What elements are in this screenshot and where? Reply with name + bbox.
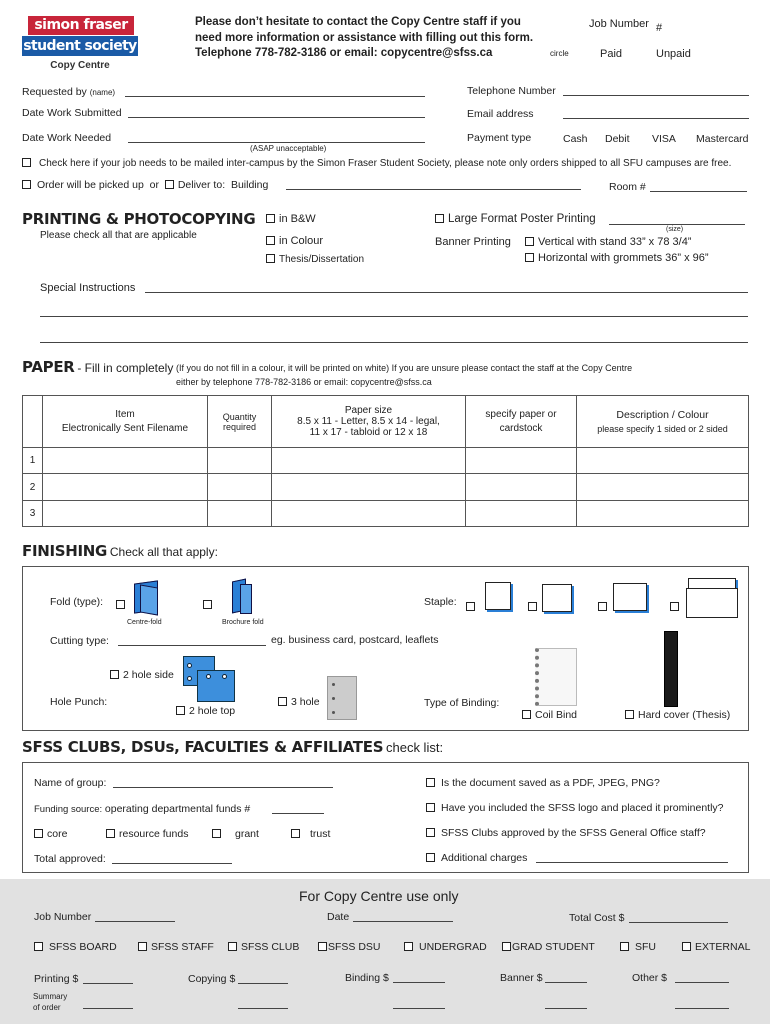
room-label: Room # [609,181,646,193]
desc-cell[interactable] [577,448,749,474]
total-label: Total approved: [34,853,106,865]
vertical-checkbox[interactable] [525,237,534,246]
footer-date-field[interactable] [353,921,453,922]
horizontal-checkbox[interactable] [525,253,534,262]
two-hole-side-checkbox[interactable] [110,670,119,679]
table-row [23,501,749,527]
footer-job-field[interactable] [95,921,175,922]
group-label: Name of group: [34,777,107,789]
colour-option [266,235,323,247]
building-text: Building [230,179,269,191]
deliver-text: Deliver to: [177,179,226,191]
horizontal-option [525,252,709,264]
brochure-fold-checkbox[interactable] [203,600,212,609]
cat-sfu [620,941,656,953]
cat-external-text: EXTERNAL [695,941,751,953]
cat-sfss-club-checkbox[interactable] [228,942,237,951]
staple-top-icon [542,584,572,612]
paper-fill: - Fill in completely [77,361,174,375]
item-header-1: Item [115,409,135,420]
core-checkbox[interactable] [34,829,43,838]
summary-label [33,991,67,1013]
paper-heading [22,358,173,376]
two-hole-top-option [176,705,235,717]
cat-external-checkbox[interactable] [682,942,691,951]
requested-by-field[interactable] [125,96,425,97]
three-hole-text: 3 hole [291,696,320,708]
cutting-example: eg. business card, postcard, leaflets [271,634,439,646]
desc-cell[interactable] [577,474,749,501]
footer-job-label: Job Number [34,911,92,923]
special-field-2[interactable] [40,316,748,317]
size-cell[interactable] [272,474,466,501]
special-label: Special Instructions [40,282,136,294]
q2-text: Have you included the SFSS logo and placed it prominently? [441,802,724,814]
size-header-3: 11 x 17 - tabloid or 12 x 18 [309,427,428,438]
centre-fold-label: Centre-fold [127,619,162,626]
unpaid-option[interactable]: Unpaid [656,48,691,60]
cat-external [682,941,750,953]
summary-field-5[interactable] [675,1008,729,1009]
summary-field-3[interactable] [393,1008,445,1009]
staple-corner-checkbox[interactable] [466,602,475,611]
resource-checkbox[interactable] [106,829,115,838]
colour-checkbox[interactable] [266,236,275,245]
qty-header [208,396,272,448]
or-text: or [149,179,159,191]
q4-option [426,852,527,864]
core-text: core [47,828,68,840]
room-field[interactable] [650,191,747,192]
banner-cost-label: Banner $ [500,972,543,984]
row-number: 2 [23,474,43,501]
group-field[interactable] [113,787,333,788]
qty-cell[interactable] [208,501,272,527]
paper-note-1: (If you do not fill in a colour, it will be printed on white) If you are unsure please contact the staff at the Copy Centre [176,363,633,373]
payment-mastercard[interactable]: Mastercard [696,133,749,145]
footer-total-field[interactable] [629,922,728,923]
coil-text: Coil Bind [535,709,578,721]
pickup-text: Order will be picked up [37,179,144,191]
job-number-hash: # [656,22,663,34]
logo-line2: student society [23,38,137,54]
bw-checkbox[interactable] [266,214,275,223]
booklet-open-icon [686,588,738,618]
two-hole-top-checkbox[interactable] [176,706,185,715]
centre-fold-icon-back [140,584,158,615]
size-cell[interactable] [272,448,466,474]
cat-sfss-dsu-text: SFSS DSU [328,941,381,953]
coil-checkbox[interactable] [522,710,531,719]
special-field-3[interactable] [40,342,748,343]
payment-cash[interactable]: Cash [563,133,588,145]
clubs-heading [22,738,443,756]
hard-text: Hard cover (Thesis) [638,709,731,721]
cutting-label: Cutting type: [50,635,109,647]
requested-by-hint: (name) [89,88,116,97]
vertical-option [525,236,691,248]
hard-checkbox[interactable] [625,710,634,719]
item-cell[interactable] [43,474,208,501]
footer-total-label: Total Cost $ [569,912,625,924]
binding-label: Type of Binding: [424,697,500,709]
q2-option [426,802,724,814]
footer-title: For Copy Centre use only [299,888,459,904]
other-cost-label: Other $ [632,972,668,984]
cat-undergrad-checkbox[interactable] [404,942,413,951]
logo-sub: Copy Centre [50,60,110,71]
printing-title: PRINTING & PHOTOCOPYING [22,210,256,228]
finishing-sub: Check all that apply: [109,545,218,559]
thesis-option [266,254,364,265]
staple-label: Staple: [424,596,457,608]
resource-option [106,828,188,840]
cat-sfu-checkbox[interactable] [620,942,629,951]
printing-cost-field[interactable] [83,983,133,984]
contact-line-1: Please don’t hesitate to contact the Copy Centre staff if you [195,16,521,28]
trust-option [291,828,330,840]
large-format-text: Large Format Poster Printing [448,213,596,225]
q2-checkbox[interactable] [426,803,435,812]
item-header [43,396,208,448]
summary-field-1[interactable] [83,1008,133,1009]
additional-charges-field[interactable] [536,862,728,863]
two-hole-top-icon [197,670,235,702]
spec-cell[interactable] [466,448,577,474]
date-needed-field[interactable] [128,142,425,143]
email-label: Email address [467,108,534,120]
hard-option [625,709,730,721]
telephone-label: Telephone Number [467,85,556,97]
q4-checkbox[interactable] [426,853,435,862]
spec-header [466,396,577,448]
mail-text: Check here if your job needs to be mailed inter-campus by the Simon Fraser Student Society, please note only orders shipped to all SFU campuses are free. [39,158,732,169]
paid-option[interactable]: Paid [600,48,623,60]
staple-side-checkbox[interactable] [598,602,607,611]
funding-label: Funding source: [34,804,103,815]
trust-text: trust [310,828,331,840]
pickup-row [22,179,268,191]
q3-checkbox[interactable] [426,828,435,837]
requested-by-label [22,86,115,98]
item-header-2: Electronically Sent Filename [61,423,189,434]
size-field[interactable] [609,224,745,225]
trust-checkbox[interactable] [291,829,300,838]
grant-checkbox[interactable] [212,829,221,838]
three-hole-checkbox[interactable] [278,697,287,706]
date-needed-label: Date Work Needed [22,132,112,144]
finishing-title: FINISHING [22,542,108,560]
resource-text: resource funds [119,828,189,840]
desc-cell[interactable] [577,501,749,527]
contact-line-3: Telephone 778-782-3186 or email: copycentre@sfss.ca [195,47,493,59]
colour-text: in Colour [279,235,324,247]
desc-header [577,396,749,448]
cat-sfss-club-text: SFSS CLUB [241,941,300,953]
summary-field-4[interactable] [545,1008,587,1009]
item-cell[interactable] [43,448,208,474]
cat-sfss-board-checkbox[interactable] [34,942,43,951]
q3-option [426,827,706,839]
special-field-1[interactable] [145,292,748,293]
cat-sfss-board [34,941,117,953]
cat-grad-student [502,941,595,953]
cat-undergrad-text: UNDERGRAD [419,941,487,953]
sfss-logo [22,16,138,74]
funding-row [34,803,250,815]
coil-bind-icon [535,648,577,706]
qty-header-2: required [222,421,257,432]
payment-visa[interactable]: VISA [652,133,676,145]
printing-cost-label: Printing $ [34,973,79,985]
job-number-label: Job Number [589,18,649,30]
three-hole-option [278,696,320,708]
q1-option [426,777,660,789]
pickup-checkbox[interactable] [22,180,31,189]
size-hint: (size) [666,226,684,233]
binding-cost-field[interactable] [393,982,445,983]
table-row [23,474,749,501]
date-submitted-field[interactable] [128,117,425,118]
cat-grad-student-checkbox[interactable] [502,942,511,951]
logo-line1: simon fraser [28,16,134,35]
paper-note-2: either by telephone 778-782-3186 or email: copycentre@sfss.ca [176,377,432,387]
q4-text: Additional charges [441,852,528,864]
two-hole-side-text: 2 hole side [123,669,174,681]
contact-line-2: need more information or assistance with filling out this form. [195,32,534,44]
mail-row [22,158,731,169]
operating-text: operating departmental funds # [104,803,251,815]
operating-field[interactable] [272,813,324,814]
staple-booklet-checkbox[interactable] [670,602,679,611]
summary-line-1: Summary [33,992,68,1001]
building-field[interactable] [286,189,581,190]
hole-punch-label: Hole Punch: [50,696,108,708]
size-header-1: Paper size [344,405,393,416]
q1-text: Is the document saved as a PDF, JPEG, PNG? [441,777,660,789]
qty-header-1: Quantity [222,411,257,422]
cat-sfss-dsu-checkbox[interactable] [318,942,327,951]
two-hole-top-text: 2 hole top [189,705,236,717]
paper-header-row [23,396,749,448]
cat-sfss-dsu [318,941,381,953]
large-format-checkbox[interactable] [435,214,444,223]
desc-header-1: Description / Colour [616,409,709,421]
q1-checkbox[interactable] [426,778,435,787]
qty-cell[interactable] [208,448,272,474]
large-format-option [435,213,596,225]
cat-sfss-staff-checkbox[interactable] [138,942,147,951]
row-num-header [23,396,43,448]
banner-label: Banner Printing [435,236,511,248]
other-cost-field[interactable] [675,982,729,983]
cat-sfss-club [228,941,299,953]
telephone-field[interactable] [563,95,749,96]
date-submitted-label: Date Work Submitted [22,107,122,119]
copying-cost-label: Copying $ [188,973,236,985]
mail-checkbox[interactable] [22,158,31,167]
printing-sub: Please check all that are applicable [40,230,197,241]
fold-label: Fold (type): [50,596,104,608]
footer-date-label: Date [327,911,350,923]
desc-header-2: please specify 1 sided or 2 sided [597,424,728,434]
size-cell[interactable] [272,501,466,527]
staple-top-checkbox[interactable] [528,602,537,611]
staple-side-icon [613,583,647,611]
requested-by-text: Requested by [22,86,87,98]
horizontal-text: Horizontal with grommets 36” x 96” [538,252,709,264]
qty-cell[interactable] [208,474,272,501]
cat-sfss-staff-text: SFSS STAFF [151,941,214,953]
circle-label: circle [550,49,569,58]
asap-note: (ASAP unacceptable) [250,144,327,153]
row-number: 3 [23,501,43,527]
binding-cost-label: Binding $ [345,972,389,984]
staple-corner-icon [485,582,511,610]
cat-sfu-text: SFU [635,941,656,953]
row-number: 1 [23,448,43,474]
size-header [272,396,466,448]
spec-header-1: specify paper or [485,409,557,420]
clubs-sub: check list: [385,740,444,755]
paper-table [22,395,749,527]
brochure-fold-icon-back [240,584,252,614]
bw-text: in B&W [279,213,316,225]
payment-debit[interactable]: Debit [605,133,630,145]
finishing-heading [22,542,218,560]
core-option [34,828,67,840]
size-header-2: 8.5 x 11 - Letter, 8.5 x 14 - legal, [297,416,440,427]
banner-cost-field[interactable] [545,982,587,983]
thesis-text: Thesis/Dissertation [279,254,365,265]
table-row [23,448,749,474]
spec-cell[interactable] [466,501,577,527]
spec-cell[interactable] [466,474,577,501]
spec-header-2: cardstock [499,423,543,434]
summary-field-2[interactable] [238,1008,288,1009]
email-field[interactable] [563,118,749,119]
summary-line-2: of order [33,1003,61,1012]
payment-type-label: Payment type [467,132,532,144]
coil-option [522,709,577,721]
copying-cost-field[interactable] [238,983,288,984]
grant-option [212,828,259,840]
vertical-text: Vertical with stand 33” x 78 3/4” [538,236,692,248]
clubs-title: SFSS CLUBS, DSUs, FACULTIES & AFFILIATES [22,738,384,756]
cat-undergrad [404,941,487,953]
grant-text: grant [235,828,259,840]
cat-grad-student-text: GRAD STUDENT [512,941,595,953]
q3-text: SFSS Clubs approved by the SFSS General Office staff? [441,827,706,839]
deliver-checkbox[interactable] [165,180,174,189]
three-hole-icon [327,676,357,720]
total-field[interactable] [112,863,232,864]
paper-title: PAPER [22,358,75,376]
brochure-fold-label: Brochure fold [222,619,264,626]
two-hole-side-option [110,669,174,681]
cat-sfss-board-text: SFSS BOARD [49,941,117,953]
centre-fold-checkbox[interactable] [116,600,125,609]
thesis-checkbox[interactable] [266,254,275,263]
item-cell[interactable] [43,501,208,527]
bw-option [266,213,316,225]
cutting-field[interactable] [118,645,266,646]
cat-sfss-staff [138,941,214,953]
hard-cover-icon [664,631,678,707]
